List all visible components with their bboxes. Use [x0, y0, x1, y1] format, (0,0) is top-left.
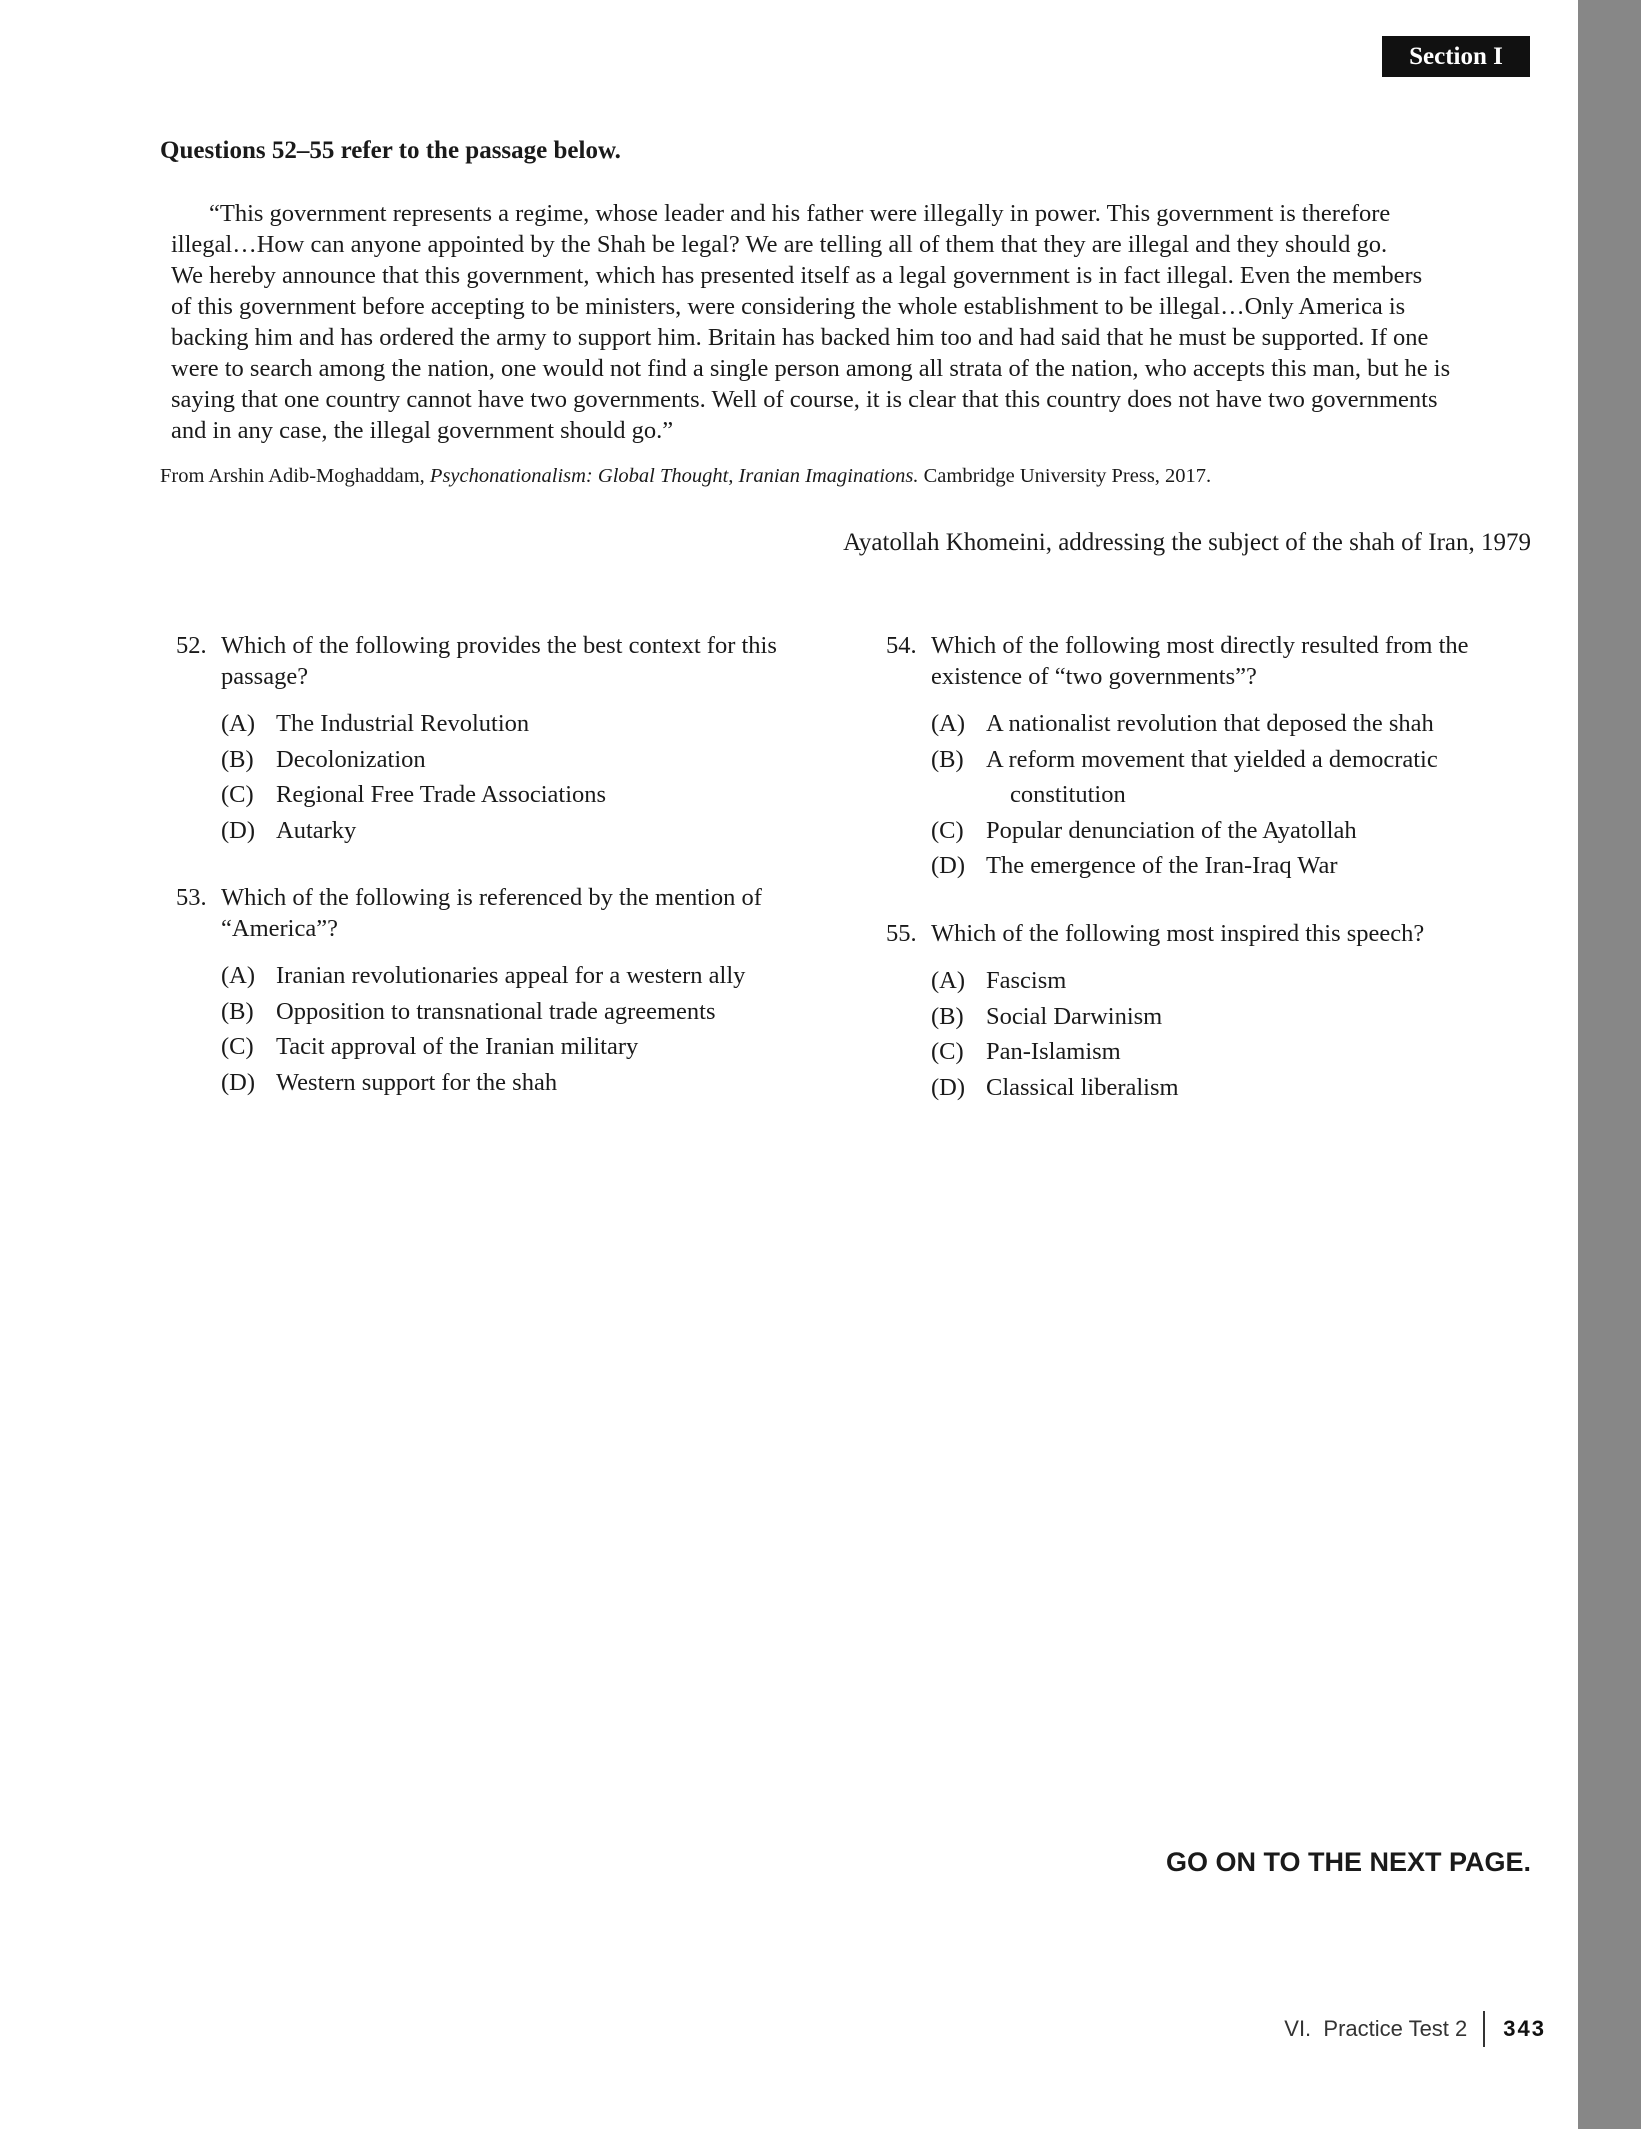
choice-letter: (C): [931, 1038, 964, 1065]
choice-text: Iranian revolutionaries appeal for a western ally: [276, 962, 746, 989]
choice-letter: (D): [221, 816, 256, 844]
choice-b[interactable]: [931, 742, 1526, 813]
choice-text: Decolonization: [276, 745, 426, 773]
choice-text: Western support for the shah: [276, 1068, 558, 1096]
section-badge: Section I: [1382, 36, 1530, 77]
answer-choices: [931, 963, 1526, 1105]
answer-choices: [221, 706, 816, 848]
stem-line: Which of the following most directly resulted from the: [931, 632, 1469, 659]
choice-text: Tacit approval of the Iranian military: [276, 1033, 639, 1060]
choice-letter: (A): [221, 962, 256, 989]
footer-divider: [1483, 2011, 1485, 2047]
passage-line: backing him and has ordered the army to support him. Britain has backed him too and had said that he must be supported. If one: [171, 324, 1429, 351]
passage-line: were to search among the nation, one would not find a single person among all strata of the nation, who accepts this man, but he is: [171, 355, 1451, 382]
choice-text-line: A reform movement that yielded a democratic: [986, 745, 1438, 773]
choice-letter: (B): [221, 745, 254, 773]
choice-letter: (A): [931, 710, 966, 737]
choice-text: Classical liberalism: [986, 1073, 1179, 1101]
page-number: 343: [1503, 2016, 1546, 2041]
choice-c[interactable]: [221, 1029, 816, 1065]
choice-d[interactable]: [221, 813, 816, 849]
choice-a[interactable]: [221, 958, 816, 994]
question-stem: [221, 882, 816, 944]
passage-line: and in any case, the illegal government should go.”: [171, 417, 674, 444]
stem-line: “America”?: [221, 915, 338, 942]
go-on-instruction: GO ON TO THE NEXT PAGE.: [1165, 1847, 1531, 1877]
choice-b[interactable]: [221, 742, 816, 778]
answer-choices: [931, 706, 1526, 884]
passage-line: of this government before accepting to be ministers, were considering the whole establishment to be illegal…Only America is: [171, 293, 1406, 320]
choice-text: The Industrial Revolution: [276, 710, 530, 737]
question-number: 54.: [886, 632, 917, 659]
passage-line: saying that one country cannot have two governments. Well of course, it is clear that this country does not have two governments: [171, 386, 1438, 413]
choice-a[interactable]: [931, 963, 1526, 999]
passage: [171, 198, 1531, 446]
choice-text: Opposition to transnational trade agreements: [276, 997, 716, 1025]
questions-header: Questions 52–55 refer to the passage below.: [160, 137, 621, 164]
choice-text: A nationalist revolution that deposed the shah: [986, 710, 1434, 737]
choice-text: Regional Free Trade Associations: [276, 781, 607, 808]
page-edge-bar: [1578, 0, 1641, 2129]
choice-text: Popular denunciation of the Ayatollah: [986, 816, 1357, 844]
choice-letter: (A): [931, 967, 966, 994]
stem-line: Which of the following most inspired this speech?: [931, 920, 1425, 947]
choice-text: [986, 742, 1526, 813]
choice-b[interactable]: [221, 994, 816, 1030]
answer-choices: [221, 958, 816, 1100]
choice-d[interactable]: [931, 1070, 1526, 1106]
choice-text: The emergence of the Iran-Iraq War: [986, 852, 1338, 879]
question-stem: [931, 630, 1526, 692]
stem-line: Which of the following provides the best context for this: [221, 632, 777, 659]
source-citation: [160, 465, 1211, 488]
question-54: [886, 630, 1526, 884]
choice-text: Social Darwinism: [986, 1002, 1163, 1030]
choice-letter: (A): [221, 710, 256, 737]
citation-title: Psychonationalism: Global Thought, Iranian Imaginations.: [429, 465, 919, 487]
choice-a[interactable]: [931, 706, 1526, 742]
choice-b[interactable]: [931, 999, 1526, 1035]
choice-text: Autarky: [276, 816, 357, 844]
passage-line: We hereby announce that this government, which has presented itself as a legal government is in fact illegal. Even the members: [171, 262, 1423, 289]
choice-d[interactable]: [931, 848, 1526, 884]
passage-line: illegal…How can anyone appointed by the Shah be legal? We are telling all of them that they are illegal and they should go.: [171, 231, 1388, 258]
choice-letter: (C): [221, 1033, 254, 1060]
choice-a[interactable]: [221, 706, 816, 742]
citation-suffix: Cambridge University Press, 2017.: [918, 465, 1212, 487]
choice-letter: (D): [221, 1068, 256, 1096]
choice-c[interactable]: [931, 1034, 1526, 1070]
choice-letter: (B): [931, 1002, 964, 1030]
question-number: 52.: [176, 632, 207, 659]
choice-letter: (D): [931, 852, 966, 879]
question-stem: [221, 630, 816, 692]
passage-line: “This government represents a regime, whose leader and his father were illegally in power. This government is therefore: [209, 200, 1391, 227]
question-number: 55.: [886, 920, 917, 947]
choice-c[interactable]: [931, 813, 1526, 849]
choice-letter: (C): [931, 816, 964, 844]
choice-d[interactable]: [221, 1065, 816, 1101]
passage-attribution: Ayatollah Khomeini, addressing the subject of the shah of Iran, 1979: [843, 529, 1531, 556]
choice-letter: (B): [931, 745, 964, 773]
citation-prefix: From Arshin Adib-Moghaddam,: [160, 465, 430, 487]
stem-line: passage?: [221, 663, 309, 690]
choice-text: Pan-Islamism: [986, 1038, 1121, 1065]
question-number: 53.: [176, 884, 207, 911]
page-footer: [1284, 2011, 1546, 2047]
question-55: [886, 918, 1526, 1105]
stem-line: Which of the following is referenced by the mention of: [221, 884, 762, 911]
question-53: [176, 882, 816, 1100]
choice-text-line: constitution: [1010, 781, 1126, 808]
choice-letter: (D): [931, 1073, 966, 1101]
choice-text: Fascism: [986, 967, 1067, 994]
choice-letter: (C): [221, 781, 254, 808]
choice-c[interactable]: [221, 777, 816, 813]
stem-line: existence of “two governments”?: [931, 663, 1257, 690]
question-52: [176, 630, 816, 848]
choice-letter: (B): [221, 997, 254, 1025]
footer-label: VI. Practice Test 2: [1284, 2016, 1468, 2041]
question-stem: [931, 918, 1526, 949]
